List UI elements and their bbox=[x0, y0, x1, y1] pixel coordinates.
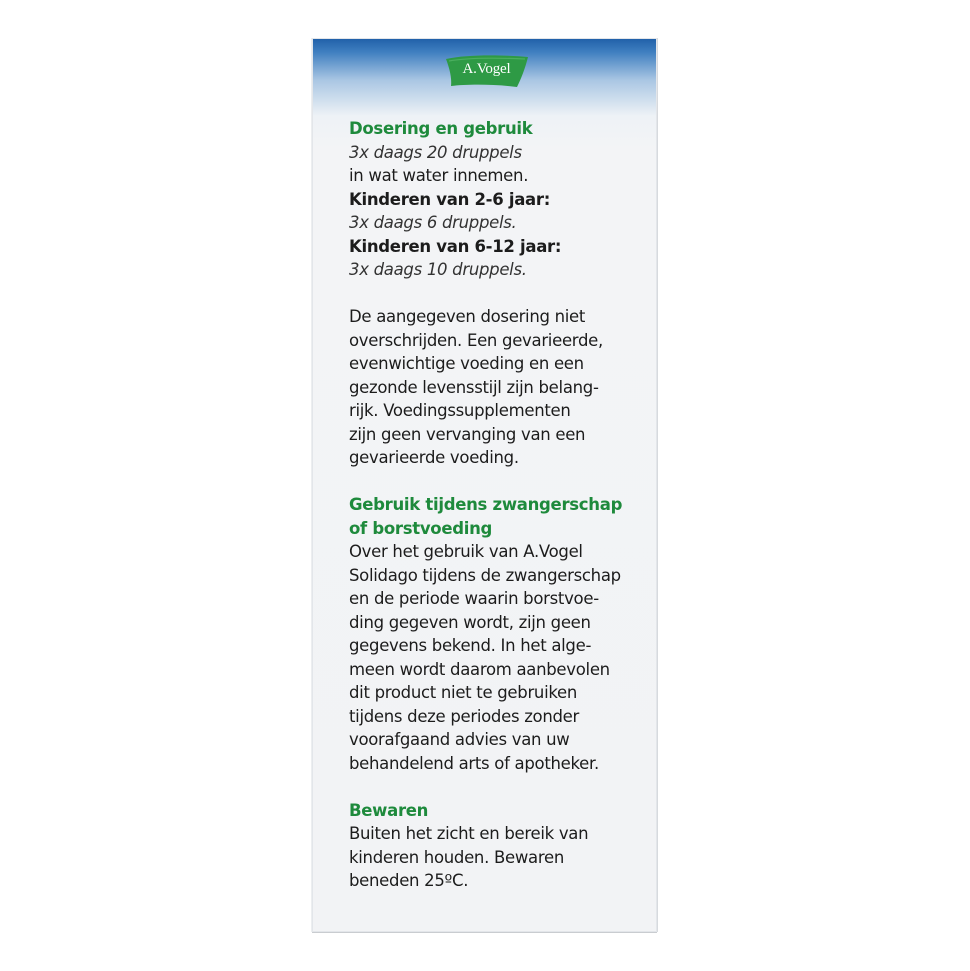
pregnancy-section bbox=[349, 493, 649, 775]
pregnancy-line: Over het gebruik van A.Vogel bbox=[349, 542, 583, 561]
warning-line: overschrijden. Een gevarieerde, bbox=[349, 330, 603, 350]
storage-line: kinderen houden. Bewaren bbox=[349, 847, 564, 867]
kids-2-6-dose: 3x daags 6 druppels. bbox=[349, 213, 517, 232]
warning-section bbox=[349, 305, 649, 470]
pregnancy-line: en de periode waarin borstvoe- bbox=[349, 589, 599, 608]
storage-section bbox=[349, 799, 649, 893]
storage-line: Buiten het zicht en bereik van bbox=[349, 824, 589, 843]
kids-6-12-dose: 3x daags 10 druppels. bbox=[349, 260, 527, 279]
label-text bbox=[349, 117, 649, 893]
pregnancy-line: meen wordt daarom aanbevolen bbox=[349, 659, 610, 679]
pregnancy-heading: Gebruik tijdens zwangerschap bbox=[349, 495, 623, 514]
dosering-heading: Dosering en gebruik bbox=[349, 119, 533, 138]
pregnancy-heading: of borstvoeding bbox=[349, 518, 493, 538]
adult-dose: 3x daags 20 druppels bbox=[349, 142, 522, 162]
warning-line: gevarieerde voeding. bbox=[349, 448, 519, 467]
adult-dose-note: in wat water innemen. bbox=[349, 166, 529, 185]
storage-heading: Bewaren bbox=[349, 800, 429, 820]
pregnancy-line: Solidago tijdens de zwangerschap bbox=[349, 565, 621, 585]
warning-line: zijn geen vervanging van een bbox=[349, 424, 586, 444]
avogel-logo bbox=[443, 53, 530, 89]
dosering-section bbox=[349, 117, 649, 282]
pregnancy-line: dit product niet te gebruiken bbox=[349, 683, 578, 702]
warning-line: evenwichtige voeding en een bbox=[349, 354, 584, 373]
pregnancy-line: behandelend arts of apotheker. bbox=[349, 753, 599, 773]
kids-2-6-label: Kinderen van 2-6 jaar: bbox=[349, 189, 551, 209]
warning-line: De aangegeven dosering niet bbox=[349, 307, 586, 326]
pregnancy-line: voorafgaand advies van uw bbox=[349, 730, 570, 749]
logo-text: A.Vogel bbox=[462, 61, 511, 77]
kids-6-12-label: Kinderen van 6-12 jaar: bbox=[349, 236, 562, 256]
pregnancy-line: ding gegeven wordt, zijn geen bbox=[349, 612, 591, 632]
warning-line: rijk. Voedingssupplementen bbox=[349, 401, 571, 420]
pregnancy-line: tijdens deze periodes zonder bbox=[349, 706, 580, 726]
warning-line: gezonde levensstijl zijn belang- bbox=[349, 377, 599, 397]
storage-line: beneden 25ºC. bbox=[349, 871, 469, 890]
pregnancy-line: gegevens bekend. In het alge- bbox=[349, 636, 592, 655]
